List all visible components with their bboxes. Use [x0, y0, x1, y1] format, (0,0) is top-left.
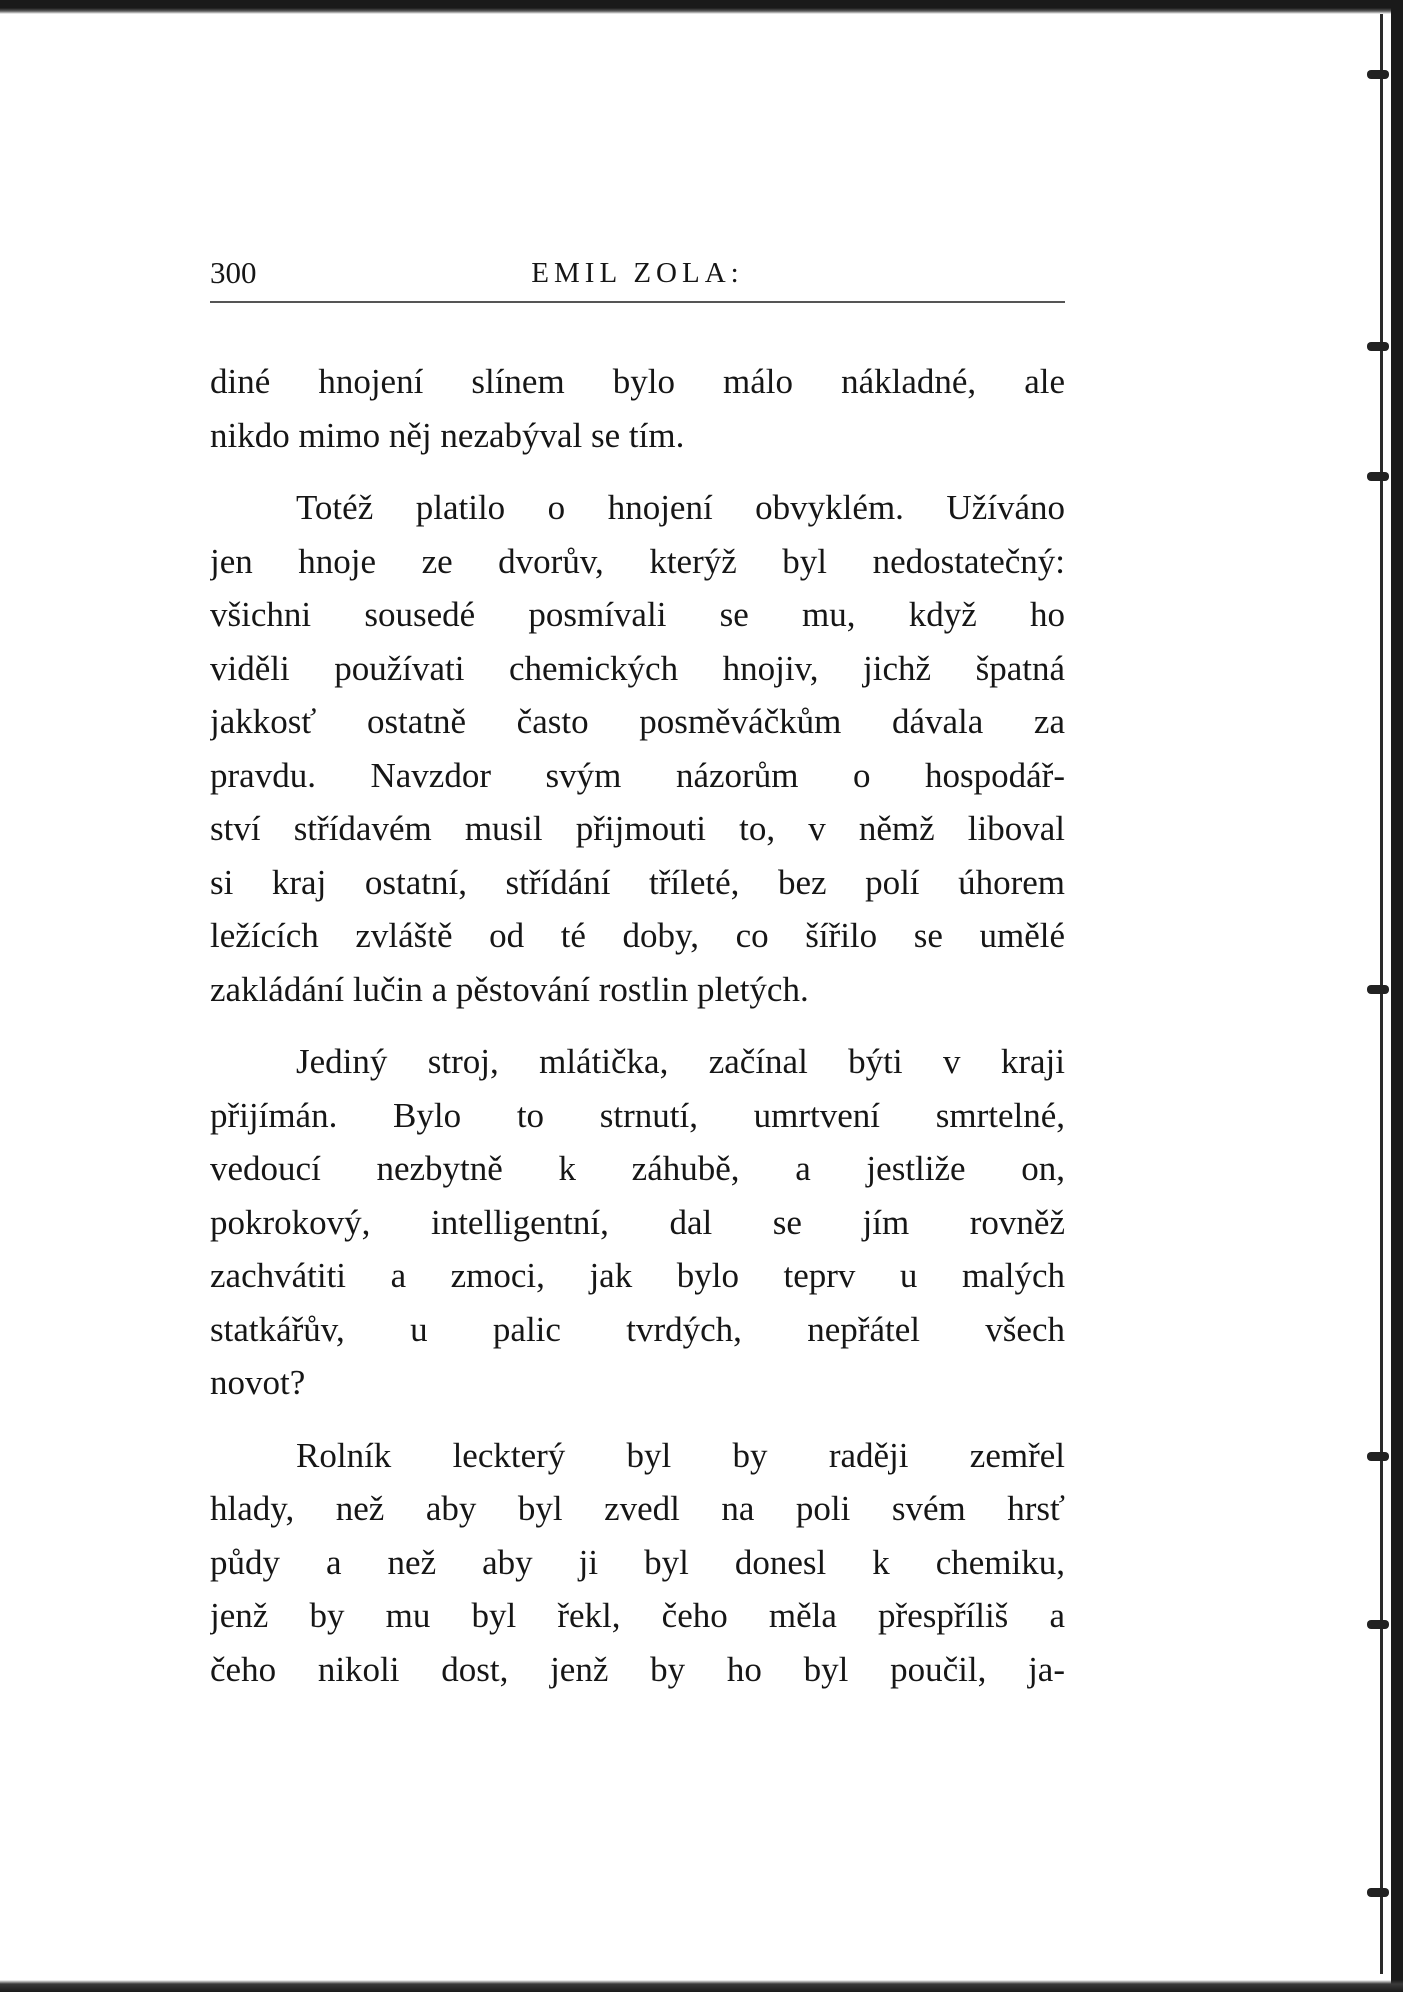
text-line: Rolník leckterý byl by raději zemřel: [296, 1435, 1065, 1475]
paragraph: [210, 1035, 1065, 1410]
scan-top-edge: [0, 0, 1403, 14]
paragraph-gap: [210, 1410, 1065, 1429]
text-line: jakkosť ostatně často posměváčkům dávala za: [210, 702, 1065, 741]
binding-edge-line: [1380, 14, 1383, 1974]
text-line: pokrokový, intelligentní, dal se jím rovněž: [210, 1202, 1065, 1242]
text-line: novot?: [210, 1363, 306, 1402]
text-line: nikdo mimo něj nezabýval se tím.: [210, 415, 685, 455]
paragraph-gap: [210, 1016, 1065, 1035]
text-line: čeho nikoli dost, jenž by ho byl poučil, ja-: [210, 1649, 1065, 1689]
page-header: [210, 252, 1065, 294]
binding-mark: [1367, 1620, 1389, 1629]
text-line: zakládání lučin a pěstování rostlin pletých.: [210, 969, 809, 1009]
text-line: diné hnojení slínem bylo málo nákladné, ale: [210, 362, 1065, 401]
page-number: 300: [210, 255, 257, 290]
binding-mark: [1367, 342, 1389, 351]
text-line: pravdu. Navzdor svým názorům o hospodář-: [210, 755, 1065, 795]
binding-mark: [1367, 1888, 1389, 1897]
text-line: jenž by mu byl řekl, čeho měla přespříliš a: [210, 1596, 1065, 1635]
text-line: hlady, než aby byl zvedl na poli svém hrsť: [210, 1489, 1065, 1528]
binding-mark: [1367, 1452, 1389, 1461]
body-text: [210, 355, 1065, 1696]
text-line: vedoucí nezbytně k záhubě, a jestliže on,: [210, 1149, 1065, 1188]
paragraph-gap: [210, 462, 1065, 481]
header-rule: [210, 301, 1065, 303]
paragraph: [210, 1429, 1065, 1697]
binding-mark: [1367, 70, 1389, 79]
text-line: všichni sousedé posmívali se mu, když ho: [210, 595, 1065, 634]
text-line: přijímán. Bylo to strnutí, umrtvení smrtelné,: [210, 1095, 1065, 1135]
text-line: viděli používati chemických hnojiv, jichž špatná: [210, 648, 1065, 688]
text-line: Totéž platilo o hnojení obvyklém. Užíváno: [296, 488, 1065, 527]
text-line: ství střídavém musil přijmouti to, v němž liboval: [210, 809, 1065, 848]
scan-right-edge: [1391, 0, 1403, 1992]
text-line: zachvátiti a zmoci, jak bylo teprv u malých: [210, 1256, 1065, 1295]
text-line: Jediný stroj, mlátička, začínal býti v kraji: [296, 1042, 1065, 1081]
binding-mark: [1367, 472, 1389, 481]
running-head: EMIL ZOLA:: [531, 257, 744, 289]
paragraph: [210, 481, 1065, 1016]
text-line: statkářův, u palic tvrdých, nepřátel všech: [210, 1309, 1065, 1349]
text-line: ležících zvláště od té doby, co šířilo se umělé: [210, 916, 1065, 955]
paragraph: [210, 355, 1065, 462]
binding-mark: [1367, 985, 1389, 994]
text-line: půdy a než aby ji byl donesl k chemiku,: [210, 1542, 1065, 1582]
text-line: jen hnoje ze dvorův, kterýž byl nedostatečný:: [210, 541, 1065, 581]
text-line: si kraj ostatní, střídání tříleté, bez polí úhorem: [210, 862, 1065, 902]
scan-bottom-edge: [0, 1980, 1403, 1992]
